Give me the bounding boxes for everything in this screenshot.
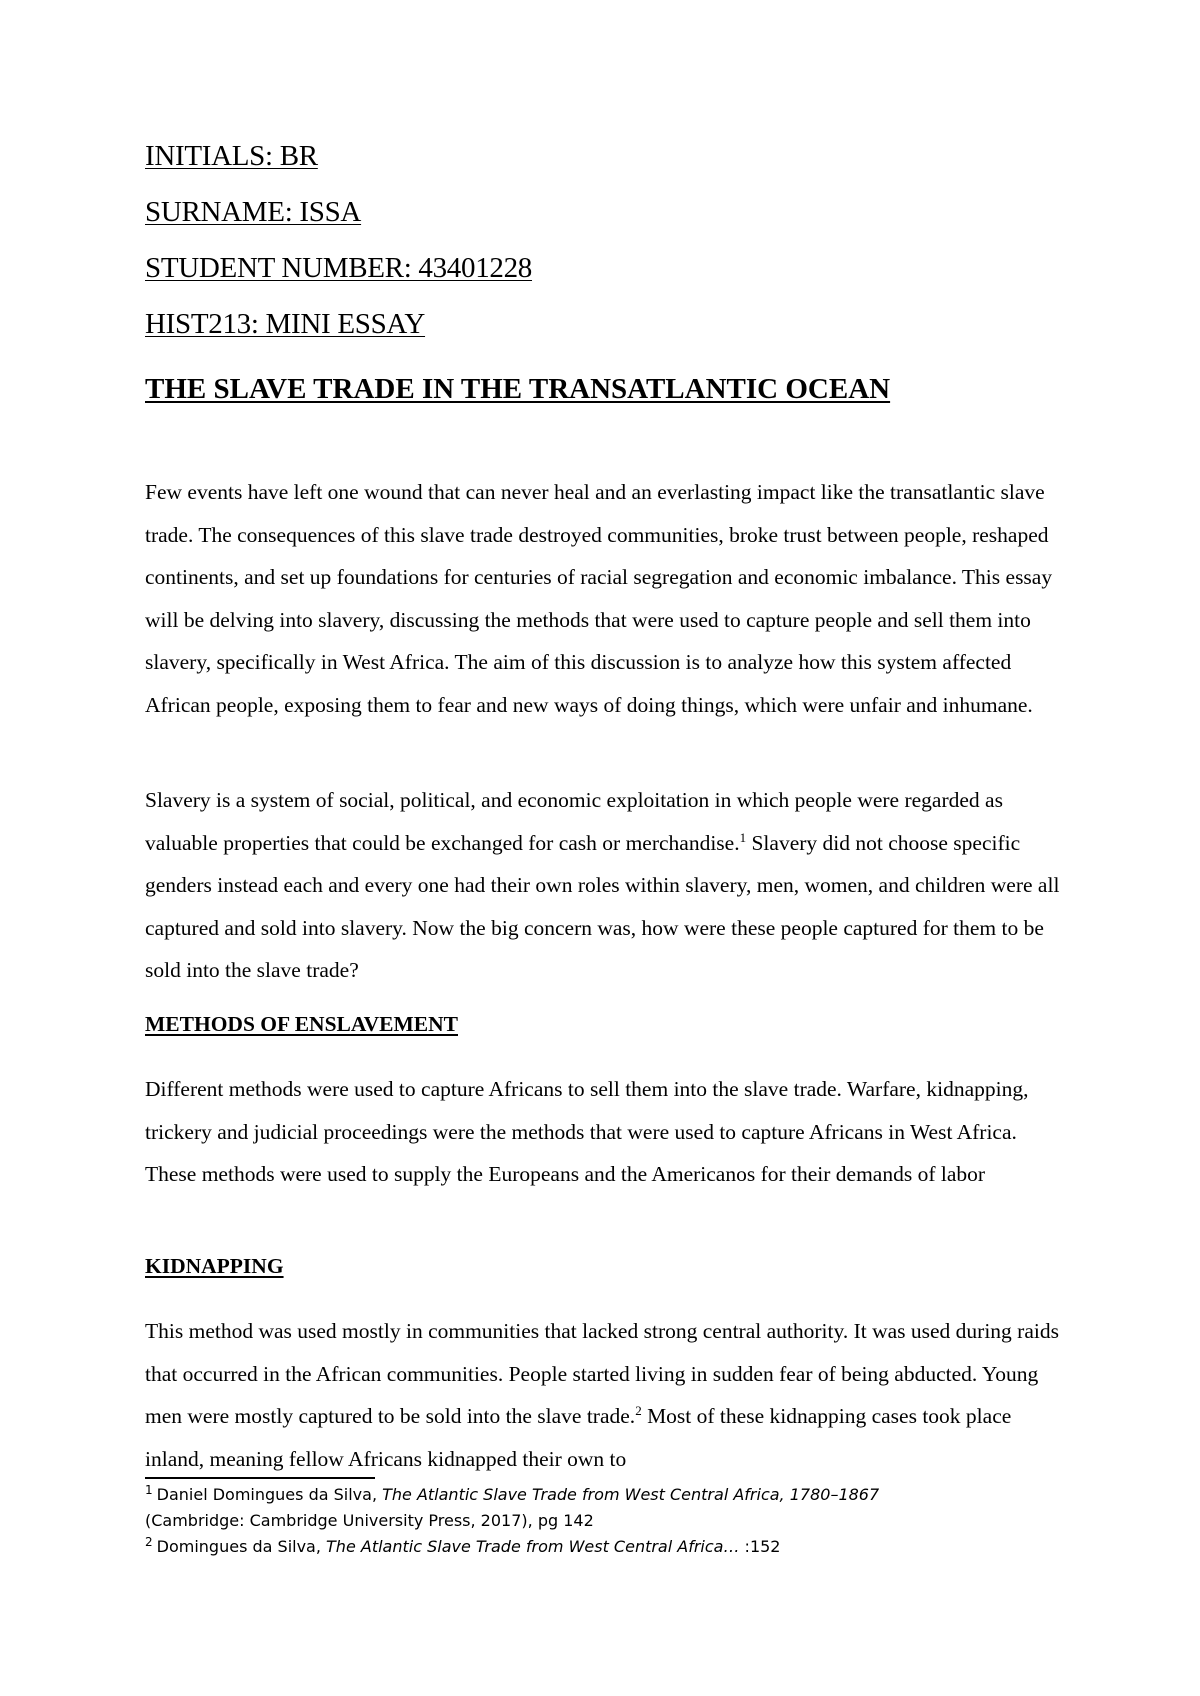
footnote-2-page: :152 (739, 1537, 781, 1556)
footnote-1-author: Daniel Domingues da Silva, (156, 1485, 383, 1504)
footnotes (145, 1482, 1085, 1560)
footnote-2-number: 2 (145, 1534, 153, 1549)
definition-text-b: Slavery did not choose specific genders instead each and every one had their own roles within slavery, men, women, and children were all captured and sold into slavery. Now the big concern was, how were these people captured for them to be sold into the slave trade? (145, 830, 1060, 982)
initials-line: INITIALS: BR (145, 140, 318, 172)
surname-line: SURNAME: ISSA (145, 196, 362, 228)
methods-heading: METHODS OF ENSLAVEMENT (145, 1012, 458, 1036)
footnote-2 (145, 1534, 1085, 1560)
intro-paragraph: Few events have left one wound that can never heal and an everlasting impact like the transatlantic slave trade. The consequences of this slave trade destroyed communities, broke trust between people, reshaped continents, and set up foundations for centuries of racial segregation and economic imbalance. This essay will be delving into slavery, discussing the methods that were used to capture people and sell them into slavery, specifically in West Africa. The aim of this discussion is to analyze how this system affected African people, exposing them to fear and new ways of doing things, which were unfair and inhumane. (145, 480, 1053, 717)
student-number-line: STUDENT NUMBER: 43401228 (145, 252, 533, 284)
kidnapping-text-b: Most of these kidnapping cases took place inland, meaning fellow Africans kidnapped their own to (145, 1404, 1012, 1471)
essay-title: THE SLAVE TRADE IN THE TRANSATLANTIC OCEAN (145, 373, 891, 405)
footnote-1-publication: (Cambridge: Cambridge University Press, 2017), pg 142 (145, 1511, 594, 1530)
kidnapping-heading: KIDNAPPING (145, 1254, 284, 1278)
definition-text-a: Slavery is a system of social, political, and economic exploitation in which people were regarded as valuable properties that could be exchanged for cash or merchandise. (145, 788, 1003, 855)
definition-paragraph (145, 779, 1065, 992)
kidnapping-text-a: This method was used mostly in communities that lacked strong central authority. It was used during raids that occurred in the African communities. People started living in sudden fear of being abducted. Young men were mostly captured to be sold into the slave trade. (145, 1319, 1059, 1428)
footnote-separator (145, 1477, 375, 1479)
footnote-2-title: The Atlantic Slave Trade from West Central Africa… (326, 1537, 740, 1556)
footnote-1-number: 1 (145, 1482, 153, 1497)
footnote-ref-1: 1 (739, 829, 747, 845)
methods-paragraph: Different methods were used to capture Africans to sell them into the slave trade. Warfare, kidnapping, trickery and judicial proceedings were the methods that were used to capture Africans in West Africa. These methods were used to supply the Europeans and the Americanos for their demands of labor (145, 1077, 1029, 1186)
kidnapping-paragraph (145, 1310, 1065, 1480)
footnote-2-author: Domingues da Silva, (156, 1537, 327, 1556)
footnote-1-title: The Atlantic Slave Trade from West Central Africa, 1780–1867 (382, 1485, 880, 1504)
footnote-ref-2: 2 (635, 1402, 642, 1418)
footnote-1 (145, 1482, 1085, 1534)
course-line: HIST213: MINI ESSAY (145, 308, 426, 340)
